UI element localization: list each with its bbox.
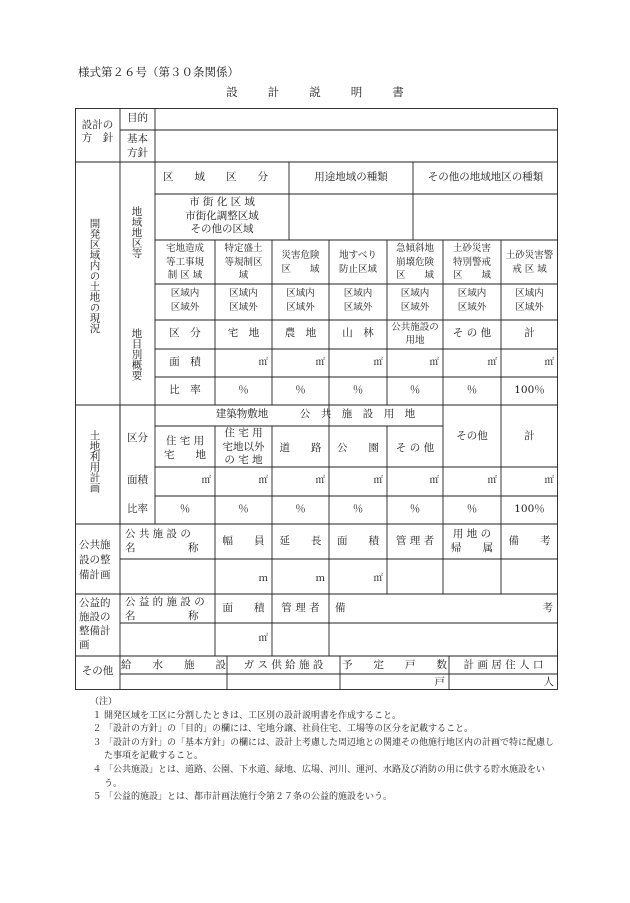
others-col-header: その他: [456, 430, 488, 442]
restriction-line: 区 域: [452, 270, 491, 281]
note-number: ５: [92, 792, 102, 803]
basic-policy-label: [120, 132, 155, 160]
inside-outside-cell: [387, 287, 443, 315]
outside-label: 区域外: [400, 302, 430, 313]
land-use-ratio-label: 比率: [127, 503, 148, 515]
outside-label: 区域外: [515, 302, 544, 313]
bf-area-header: 面 積: [222, 602, 265, 614]
note-item: [90, 723, 560, 737]
restriction-line: 制 区 域: [167, 270, 203, 281]
benefit-facility-name-header: [125, 596, 213, 623]
non-residential-col-header: [215, 427, 272, 468]
name-header-line: 公 共 施 設 の: [125, 528, 191, 540]
public-facility-name-header: [125, 527, 213, 555]
restriction-header: [329, 249, 387, 276]
note-item: [90, 737, 560, 764]
land-area-unit: ㎡: [544, 357, 554, 368]
benefit-label-line: 画: [79, 639, 90, 651]
land-use-section-label: 土地利用計画: [88, 430, 101, 493]
form-number: 様式第２６号（第３０条関係）: [78, 65, 239, 79]
land-category-side-label: 地目別概要: [130, 328, 143, 381]
land-use-ratio-unit: ％: [295, 503, 306, 515]
other-public-col-header: そ の 他: [395, 442, 435, 454]
restriction-line: 等規制区: [224, 256, 263, 268]
inside-outside-cell: [501, 287, 558, 315]
outside-label: 区域外: [286, 302, 315, 313]
design-statement-form: [75, 108, 558, 690]
land-col-residential: 宅 地: [227, 327, 260, 339]
land-ratio-unit: ％: [409, 384, 421, 396]
land-use-area-label: 面積: [127, 474, 148, 486]
land-use-area-unit: ㎡: [487, 475, 497, 486]
restriction-line: 等工事規: [165, 256, 204, 268]
land-use-ratio-unit: ％: [352, 503, 364, 515]
water-supply-header: 給 水 施 設: [121, 659, 226, 671]
policy-section-label: [75, 119, 120, 144]
benefit-facility-section-label: [79, 596, 119, 652]
land-use-ratio-unit: ％: [466, 503, 478, 515]
public-facility-label-line: 設の整: [79, 554, 111, 566]
basic-policy-line: 基本: [127, 133, 148, 145]
land-use-category-label: 区分: [127, 432, 148, 444]
bf-remarks-header: [335, 602, 553, 615]
use-district-header: 用途地域の種類: [314, 171, 388, 183]
inside-label: 区域内: [400, 288, 430, 299]
area-class-header: 区 域 区 分: [163, 171, 268, 183]
note-number: ４: [92, 764, 102, 775]
zoning-side-label: 地域地区等: [130, 206, 143, 259]
restriction-line: 区 域: [281, 263, 320, 275]
policy-label-line: 方 針: [81, 131, 114, 144]
land-category-label: 区 分: [169, 327, 201, 339]
note-text: 開発区域を工区に分割したときは、工区別の設計説明書を作成すること。: [104, 710, 402, 721]
land-use-ratio-total: 100％: [514, 503, 545, 515]
note-number: ２: [92, 724, 102, 735]
residential-line: 住 宅 用: [165, 435, 205, 447]
restriction-line: 土砂災害: [452, 243, 491, 254]
restriction-header: [443, 242, 501, 283]
note-item: [90, 791, 560, 805]
public-facility-header: 公 共 施 設 用 地: [299, 408, 416, 420]
restriction-line: 域: [238, 270, 249, 281]
land-use-area-unit: ㎡: [201, 475, 211, 486]
residential-col-header: [155, 434, 215, 462]
land-use-area-unit: ㎡: [544, 475, 554, 486]
bf-remarks-right: 考: [542, 602, 553, 614]
land-use-area-unit: ㎡: [315, 475, 325, 486]
non-residential-line: 住 宅 用: [224, 427, 263, 439]
residential-line: 宅 地: [164, 449, 206, 461]
outside-label: 区域外: [170, 302, 200, 313]
benefit-label-line: 施設の: [79, 611, 111, 623]
household-unit: 戸: [434, 676, 445, 688]
land-ratio-unit: ％: [466, 384, 478, 396]
restriction-header: [501, 249, 558, 276]
outside-label: 区域外: [343, 302, 373, 313]
restriction-line: 土砂災害警: [505, 250, 554, 261]
other-district-header: その他の地域地区の種類: [427, 171, 544, 183]
land-ratio-unit: ％: [295, 384, 306, 396]
restriction-line: 地すべり: [339, 250, 377, 261]
inside-label: 区域内: [170, 288, 200, 299]
name-header-line: 名 称: [125, 542, 199, 554]
pf-area-header: 面 積: [337, 535, 379, 547]
restriction-line: 急傾斜地: [395, 243, 434, 254]
note-text: 「公益的施設」とは、都市計画法施行令第２７条の公益的施設をいう。: [104, 792, 393, 803]
land-ratio-unit: ％: [352, 384, 364, 396]
note-text: 「設計の方針」の「基本方針」の欄には、設計上考慮した周辺地との関連その他施行地区内の計画で特に配慮した事項を記載すること。: [104, 737, 555, 762]
land-use-ratio-unit: ％: [238, 503, 249, 515]
title-char: 設: [226, 85, 238, 99]
note-text: 「設計の方針」の「目的」の欄には、宅地分譲、社員住宅、工場等の区分を記載すること。: [104, 724, 474, 735]
land-col-public: 公共施設の用地: [391, 322, 439, 346]
land-area-label: 面 積: [169, 356, 201, 368]
restriction-line: 区 域: [395, 270, 434, 281]
outside-label: 区域外: [457, 302, 487, 313]
benefit-label-line: 公益的: [79, 597, 111, 609]
title-char: 明: [350, 85, 363, 99]
land-use-ratio-unit: ％: [179, 503, 191, 515]
name-header-line: 名 称: [125, 609, 199, 622]
restriction-line: 特別警戒: [452, 256, 491, 268]
land-use-ratio-unit: ％: [409, 503, 421, 515]
restriction-header: [387, 242, 443, 283]
area-class-item: 市 街 化 区 域: [189, 196, 255, 208]
current-state-section-label: 開発区域内の土地の現況: [88, 218, 101, 334]
restriction-line: 宅地造成: [165, 243, 204, 254]
building-site-header: 建築物敷地: [215, 408, 269, 420]
pf-area-unit: ㎡: [373, 573, 383, 584]
restriction-line: 崩壊危険: [395, 256, 434, 268]
inside-label: 区域内: [343, 288, 373, 299]
park-col-header: 公 園: [337, 442, 379, 454]
public-facility-label-line: 備計画: [79, 569, 111, 581]
other-section-label: その他: [81, 665, 114, 677]
land-area-unit: ㎡: [315, 357, 325, 368]
benefit-label-line: 整備計: [79, 625, 111, 637]
non-residential-line: の 宅 地: [224, 454, 263, 466]
land-use-area-unit: ㎡: [429, 475, 439, 486]
inside-outside-cell: [215, 287, 272, 315]
restriction-header: [155, 242, 215, 283]
land-use-area-unit: ㎡: [258, 475, 268, 486]
road-col-header: 道 路: [279, 442, 322, 454]
gas-supply-header: ガ ス 供 給 施 設: [243, 659, 324, 671]
note-item: [90, 764, 560, 791]
inside-outside-cell: [329, 287, 387, 315]
document-title: [0, 84, 630, 100]
inside-outside-cell: [155, 287, 215, 315]
title-char: 書: [392, 85, 404, 99]
pf-remarks-header: 備 考: [508, 535, 551, 547]
land-area-unit: ㎡: [487, 357, 497, 368]
land-area-unit: ㎡: [258, 357, 268, 368]
land-area-unit: ㎡: [373, 357, 383, 368]
inside-label: 区域内: [515, 288, 544, 299]
restriction-header: [272, 249, 329, 276]
non-residential-line: 宅地以外: [222, 440, 265, 453]
restriction-line: 防止区域: [338, 263, 377, 275]
bf-remarks-left: 備: [335, 602, 346, 614]
note-number: ３: [92, 737, 102, 748]
planned-households-header: 予 定 戸 数: [342, 659, 447, 671]
land-col-total: 計: [524, 327, 535, 339]
purpose-label: 目的: [127, 112, 148, 124]
ownership-line: 用 地 の: [452, 528, 492, 540]
length-unit: ｍ: [315, 573, 325, 584]
bf-area-unit: ㎡: [258, 633, 268, 644]
inside-label: 区域内: [286, 288, 315, 299]
length-header: 延 長: [279, 535, 322, 547]
title-char: 説: [309, 85, 321, 99]
land-ownership-header: [443, 527, 501, 555]
width-header: 幅 員: [222, 535, 265, 547]
restriction-line: 戒 区 域: [512, 263, 547, 275]
restriction-line: 特定盛土: [224, 243, 263, 254]
land-col-other: そ の 他: [452, 327, 492, 339]
title-char: 計: [267, 85, 280, 99]
person-unit: 人: [543, 676, 554, 688]
ownership-line: 帰 属: [451, 542, 493, 554]
width-unit: ｍ: [258, 573, 268, 584]
notes: [90, 696, 560, 805]
land-use-total-header: 計: [524, 430, 535, 442]
land-col-forest: 山 林: [342, 327, 374, 339]
note-text: 「公共施設」とは、道路、公園、下水道、緑地、広場、河川、運河、水路及び消防の用に供する貯水施設をいう。: [104, 764, 546, 789]
name-header-line: 公 益 的 施 設 の: [125, 596, 205, 608]
land-ratio-total: 100％: [514, 384, 545, 396]
purpose-field[interactable]: [157, 110, 555, 128]
land-ratio-label: 比 率: [169, 384, 201, 396]
area-class-item: その他の区域: [190, 223, 254, 235]
inside-outside-cell: [272, 287, 329, 315]
land-col-farmland: 農 地: [284, 327, 317, 339]
land-use-area-unit: ㎡: [373, 475, 383, 486]
planned-population-header: 計 画 居 住 人 口: [463, 659, 544, 671]
pf-manager-header: 管 理 者: [395, 535, 435, 547]
bf-remarks-spread: [335, 602, 553, 615]
public-facility-section-label: [79, 538, 119, 583]
inside-label: 区域内: [229, 288, 258, 299]
land-ratio-unit: ％: [238, 384, 249, 396]
area-class-list: [155, 196, 289, 237]
basic-policy-line: 方針: [127, 147, 148, 159]
public-facility-label-line: 公共施: [79, 539, 111, 551]
restriction-line: 災害危険: [281, 250, 320, 261]
note-item: [90, 710, 560, 724]
land-area-unit: ㎡: [429, 357, 439, 368]
restriction-header: [215, 242, 272, 283]
policy-label-line: 設計の: [81, 119, 114, 131]
inside-outside-cell: [443, 287, 501, 315]
inside-label: 区域内: [457, 288, 487, 299]
bf-manager-header: 管 理 者: [281, 602, 320, 614]
note-number: １: [92, 710, 102, 721]
basic-policy-field[interactable]: [157, 132, 555, 160]
outside-label: 区域外: [229, 302, 258, 313]
notes-heading: （注）: [90, 697, 118, 707]
area-class-item: 市街化調整区域: [185, 209, 259, 222]
